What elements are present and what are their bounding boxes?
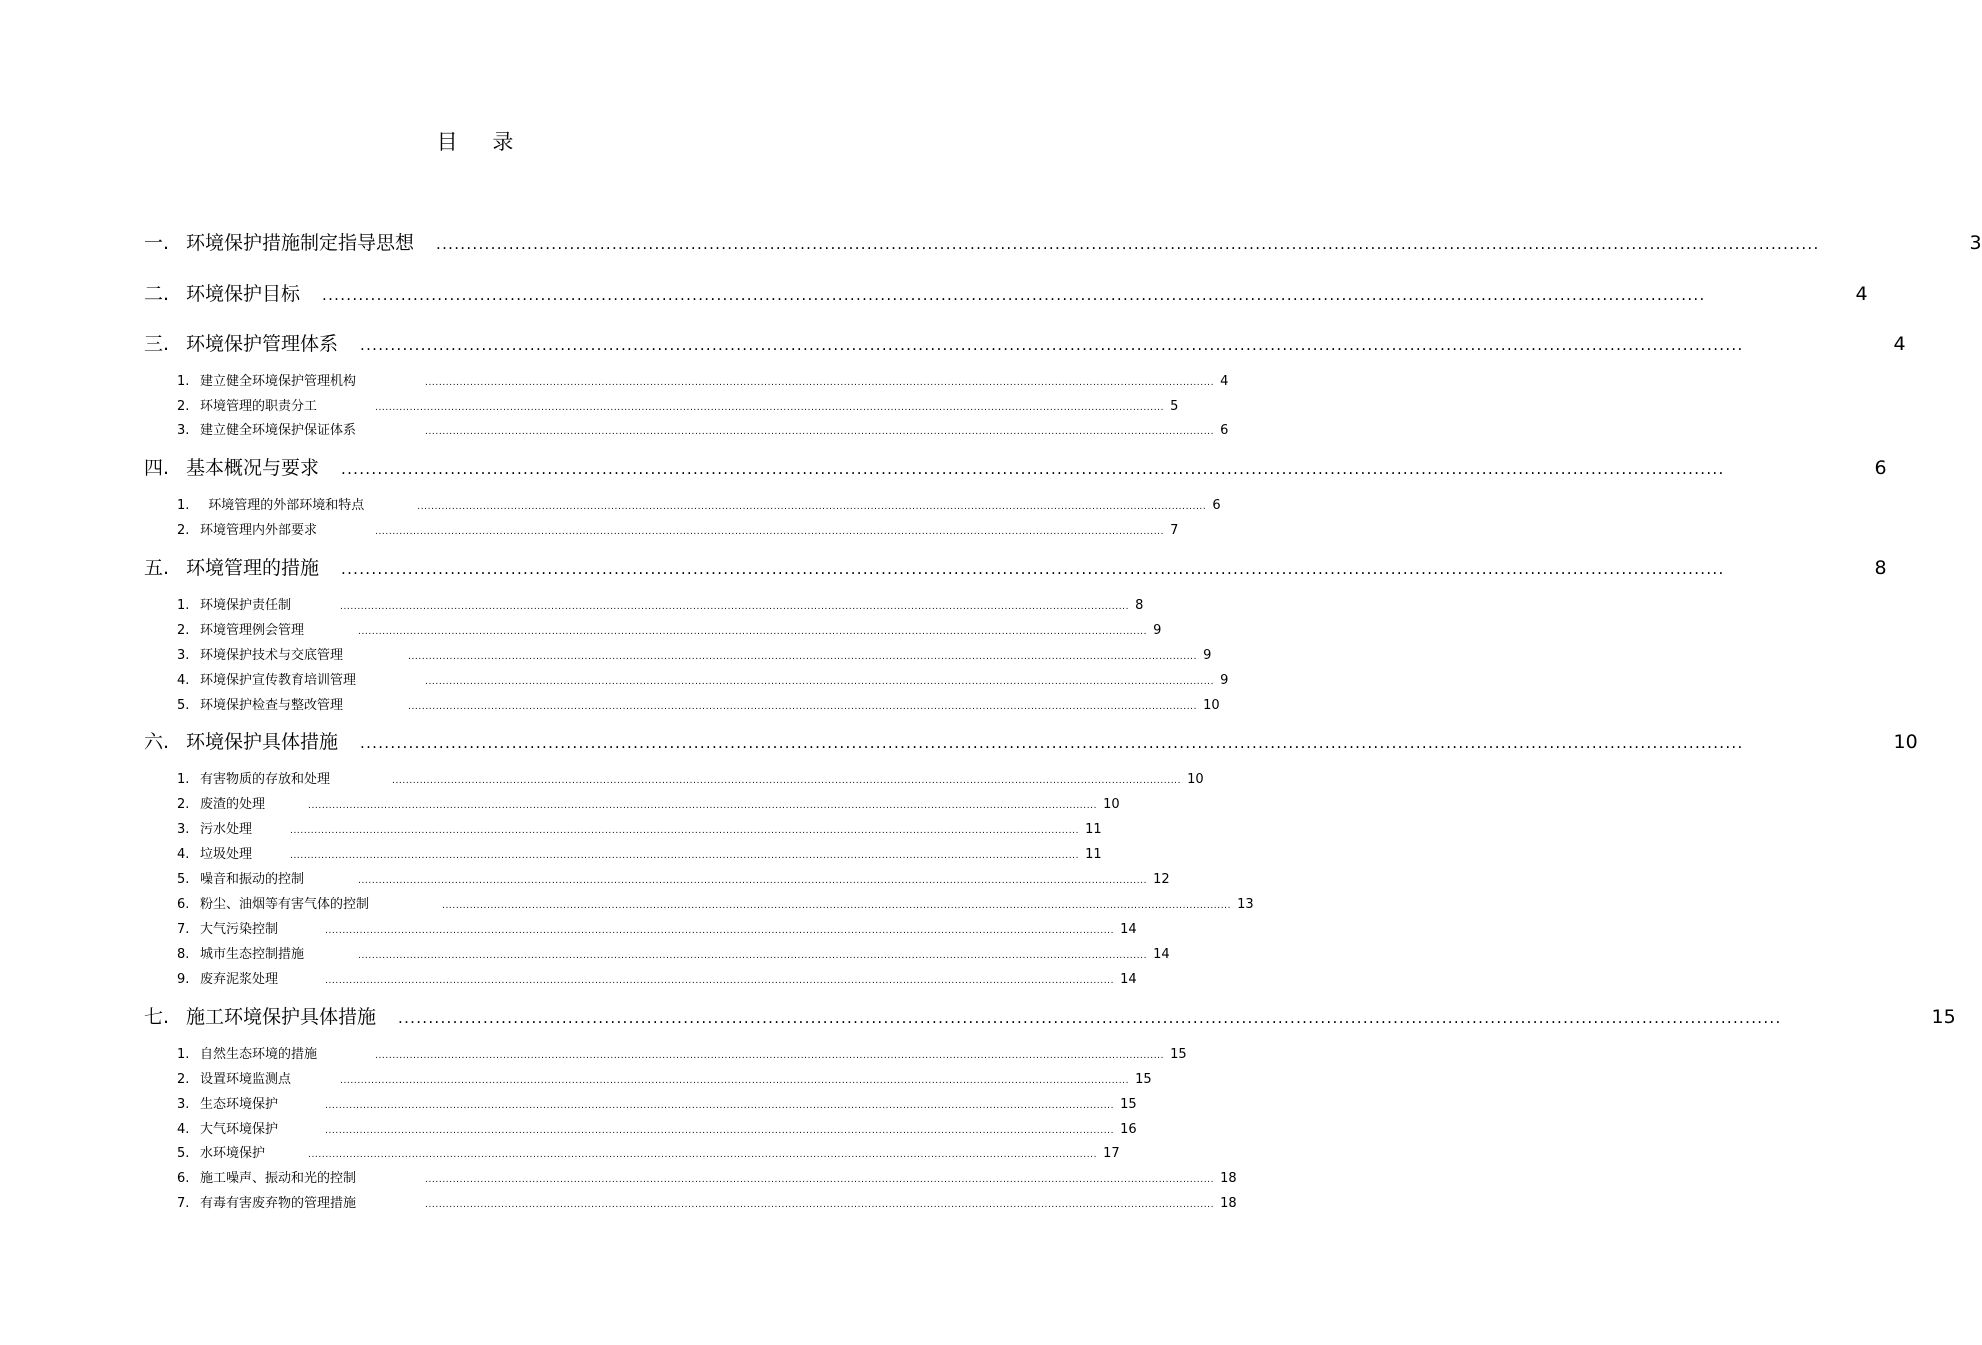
toc-entry-title: 水环境保护 (200, 1146, 266, 1161)
toc-dot-leader: .................................................................................................................................................................................................................................... (360, 734, 1744, 752)
toc-entry-title: 环境管理的外部环境和特点 (200, 498, 365, 513)
toc-entry-number: 8. (177, 947, 190, 962)
toc-section-entry[interactable] (177, 818, 1102, 838)
toc-dot-leader: .................................................................................................................................................................................................................................... (340, 1076, 1130, 1086)
toc-entry-number: 5. (177, 698, 190, 713)
toc-section-entry[interactable] (177, 793, 1120, 813)
toc-section-entry[interactable] (177, 594, 1144, 614)
toc-entry-title: 有害物质的存放和处理 (200, 772, 331, 787)
toc-page-number: 12 (1153, 872, 1170, 887)
toc-dot-leader: .................................................................................................................................................................................................................................... (425, 1175, 1215, 1185)
toc-entry-number: 4. (177, 673, 190, 688)
toc-dot-leader: .................................................................................................................................................................................................................................... (308, 801, 1098, 811)
toc-dot-leader: .................................................................................................................................................................................................................................... (408, 652, 1198, 662)
toc-entry-title: 环境管理内外部要求 (200, 523, 318, 538)
toc-section-entry[interactable] (177, 893, 1254, 913)
toc-entry-number: 3. (177, 1097, 190, 1112)
toc-entry-number: 9. (177, 972, 190, 987)
toc-section-entry[interactable] (177, 1167, 1237, 1187)
toc-entry-title: 施工环境保护具体措施 (186, 1006, 377, 1028)
toc-entry-title: 环境保护具体措施 (186, 731, 339, 753)
toc-section-entry[interactable] (177, 968, 1137, 988)
toc-entry-number: 7. (177, 922, 190, 937)
toc-dot-leader: .................................................................................................................................................................................................................................... (425, 1200, 1215, 1210)
toc-page-number: 17 (1103, 1146, 1120, 1161)
toc-section-entry[interactable] (177, 1192, 1237, 1212)
toc-entry-number: 2. (177, 797, 190, 812)
toc-page-number: 10 (1103, 797, 1120, 812)
toc-dot-leader: .................................................................................................................................................................................................................................... (325, 1101, 1115, 1111)
toc-entry-title: 环境管理的措施 (186, 557, 320, 579)
toc-entry-title: 城市生态控制措施 (200, 947, 305, 962)
toc-dot-leader: .................................................................................................................................................................................................................................... (375, 403, 1165, 413)
toc-chapter-entry[interactable] (144, 453, 1887, 483)
toc-entry-title: 废弃泥浆处理 (200, 972, 279, 987)
toc-section-entry[interactable] (177, 868, 1170, 888)
toc-page-number: 4 (1855, 283, 1868, 305)
toc-page-number: 14 (1153, 947, 1170, 962)
toc-dot-leader: .................................................................................................................................................................................................................................... (375, 1051, 1165, 1061)
toc-section-entry[interactable] (177, 395, 1179, 415)
toc-entry-title: 环境保护措施制定指导思想 (186, 232, 415, 254)
toc-chapter-entry[interactable] (144, 727, 1918, 757)
toc-entry-number: 三. (144, 333, 170, 355)
toc-section-entry[interactable] (177, 1043, 1187, 1063)
toc-entry-title: 环境保护宣传教育培训管理 (200, 673, 357, 688)
toc-page-number: 4 (1893, 333, 1906, 355)
toc-page-number: 14 (1120, 922, 1137, 937)
toc-entry-title: 污水处理 (200, 822, 253, 837)
toc-entry-title: 建立健全环境保护保证体系 (200, 423, 357, 438)
toc-entry-number: 6. (177, 897, 190, 912)
toc-dot-leader: .................................................................................................................................................................................................................................... (358, 876, 1148, 886)
toc-entry-number: 3. (177, 648, 190, 663)
toc-page-number: 9 (1203, 648, 1212, 663)
toc-page-number: 5 (1170, 399, 1179, 414)
toc-dot-leader: .................................................................................................................................................................................................................................... (358, 951, 1148, 961)
toc-entry-title: 环境管理例会管理 (200, 623, 305, 638)
toc-section-entry[interactable] (177, 494, 1221, 514)
toc-page-number: 9 (1153, 623, 1162, 638)
toc-section-entry[interactable] (177, 619, 1162, 639)
toc-entry-title: 环境保护目标 (186, 283, 301, 305)
toc-entry-title: 环境保护管理体系 (186, 333, 339, 355)
toc-dot-leader: .................................................................................................................................................................................................................................... (398, 1009, 1782, 1027)
toc-dot-leader: .................................................................................................................................................................................................................................... (375, 527, 1165, 537)
toc-dot-leader: .................................................................................................................................................................................................................................... (341, 560, 1725, 578)
toc-page-number: 4 (1220, 374, 1229, 389)
toc-entry-number: 2. (177, 399, 190, 414)
toc-section-entry[interactable] (177, 694, 1220, 714)
toc-page-number: 10 (1187, 772, 1204, 787)
toc-entry-number: 5. (177, 1146, 190, 1161)
toc-entry-number: 4. (177, 847, 190, 862)
toc-entry-number: 4. (177, 1122, 190, 1137)
toc-page-number: 10 (1893, 731, 1918, 753)
toc-dot-leader: .................................................................................................................................................................................................................................... (436, 235, 1820, 253)
toc-page-number: 14 (1120, 972, 1137, 987)
toc-section-entry[interactable] (177, 419, 1229, 439)
toc-entry-title: 废渣的处理 (200, 797, 266, 812)
toc-dot-leader: .................................................................................................................................................................................................................................... (408, 702, 1198, 712)
toc-section-entry[interactable] (177, 768, 1204, 788)
toc-chapter-entry[interactable] (144, 329, 1906, 359)
toc-entry-title: 环境管理的职责分工 (200, 399, 318, 414)
toc-page-number: 6 (1220, 423, 1229, 438)
toc-section-entry[interactable] (177, 1142, 1120, 1162)
toc-dot-leader: .................................................................................................................................................................................................................................... (358, 627, 1148, 637)
toc-dot-leader: .................................................................................................................................................................................................................................... (290, 826, 1080, 836)
toc-dot-leader: .................................................................................................................................................................................................................................... (417, 502, 1207, 512)
toc-page-number: 11 (1085, 847, 1102, 862)
toc-page-number: 6 (1212, 498, 1221, 513)
toc-entry-number: 1. (177, 498, 190, 513)
toc-dot-leader: .................................................................................................................................................................................................................................... (392, 776, 1182, 786)
toc-section-entry[interactable] (177, 918, 1137, 938)
toc-dot-leader: .................................................................................................................................................................................................................................... (360, 336, 1744, 354)
toc-entry-title: 基本概况与要求 (186, 457, 320, 479)
toc-page-number: 15 (1931, 1006, 1956, 1028)
toc-chapter-entry[interactable] (144, 228, 1982, 258)
toc-section-entry[interactable] (177, 943, 1170, 963)
toc-entry-title: 大气污染控制 (200, 922, 279, 937)
toc-chapter-entry[interactable] (144, 553, 1887, 583)
toc-entry-title: 建立健全环境保护管理机构 (200, 374, 357, 389)
toc-section-entry[interactable] (177, 1093, 1137, 1113)
toc-page-number: 10 (1203, 698, 1220, 713)
toc-entry-title: 自然生态环境的措施 (200, 1047, 318, 1062)
toc-entry-number: 2. (177, 623, 190, 638)
toc-page-number: 15 (1120, 1097, 1137, 1112)
toc-dot-leader: .................................................................................................................................................................................................................................... (322, 286, 1706, 304)
toc-section-entry[interactable] (177, 1118, 1137, 1138)
toc-chapter-entry[interactable] (144, 1002, 1956, 1032)
toc-entry-number: 六. (144, 731, 170, 753)
toc-page-number: 3 (1969, 232, 1982, 254)
toc-page-number: 15 (1170, 1047, 1187, 1062)
toc-dot-leader: .................................................................................................................................................................................................................................... (325, 976, 1115, 986)
toc-entry-title: 环境保护责任制 (200, 598, 292, 613)
toc-chapter-entry[interactable] (144, 279, 1868, 309)
toc-page-number: 11 (1085, 822, 1102, 837)
toc-section-entry[interactable] (177, 519, 1179, 539)
toc-page-number: 18 (1220, 1171, 1237, 1186)
toc-entry-number: 五. (144, 557, 170, 579)
toc-entry-title: 环境保护技术与交底管理 (200, 648, 344, 663)
toc-entry-number: 二. (144, 283, 170, 305)
toc-section-entry[interactable] (177, 669, 1229, 689)
toc-dot-leader: .................................................................................................................................................................................................................................... (341, 460, 1725, 478)
toc-entry-number: 1. (177, 1047, 190, 1062)
toc-entry-title: 生态环境保护 (200, 1097, 279, 1112)
toc-page-number: 8 (1135, 598, 1144, 613)
toc-page-number: 9 (1220, 673, 1229, 688)
toc-entry-number: 5. (177, 872, 190, 887)
toc-dot-leader: .................................................................................................................................................................................................................................... (425, 677, 1215, 687)
toc-entry-number: 四. (144, 457, 170, 479)
toc-entry-number: 2. (177, 1072, 190, 1087)
toc-entry-title: 垃圾处理 (200, 847, 253, 862)
toc-entry-title: 设置环境监测点 (200, 1072, 292, 1087)
toc-section-entry[interactable] (177, 370, 1229, 390)
toc-dot-leader: .................................................................................................................................................................................................................................... (425, 378, 1215, 388)
toc-dot-leader: .................................................................................................................................................................................................................................... (425, 427, 1215, 437)
toc-dot-leader: .................................................................................................................................................................................................................................... (325, 1126, 1115, 1136)
toc-entry-number: 一. (144, 232, 170, 254)
toc-page-number: 6 (1874, 457, 1887, 479)
toc-entry-number: 6. (177, 1171, 190, 1186)
page-title: 目 录 (436, 130, 528, 154)
toc-dot-leader: .................................................................................................................................................................................................................................... (290, 851, 1080, 861)
toc-section-entry[interactable] (177, 644, 1212, 664)
toc-dot-leader: .................................................................................................................................................................................................................................... (325, 926, 1115, 936)
toc-entry-number: 2. (177, 523, 190, 538)
toc-section-entry[interactable] (177, 1068, 1152, 1088)
toc-page-number: 15 (1135, 1072, 1152, 1087)
toc-page-number: 16 (1120, 1122, 1137, 1137)
toc-entry-title: 有毒有害废弃物的管理措施 (200, 1196, 357, 1211)
toc-entry-number: 7. (177, 1196, 190, 1211)
toc-entry-title: 施工噪声、振动和光的控制 (200, 1171, 357, 1186)
toc-section-entry[interactable] (177, 843, 1102, 863)
toc-entry-number: 七. (144, 1006, 170, 1028)
toc-entry-number: 1. (177, 374, 190, 389)
toc-entry-title: 大气环境保护 (200, 1122, 279, 1137)
toc-entry-number: 3. (177, 423, 190, 438)
toc-entry-number: 1. (177, 598, 190, 613)
toc-page-number: 18 (1220, 1196, 1237, 1211)
toc-page-number: 8 (1874, 557, 1887, 579)
toc-entry-title: 噪音和振动的控制 (200, 872, 305, 887)
toc-page-number: 13 (1237, 897, 1254, 912)
toc-page-number: 7 (1170, 523, 1179, 538)
toc-entry-title: 环境保护检查与整改管理 (200, 698, 344, 713)
toc-dot-leader: .................................................................................................................................................................................................................................... (308, 1150, 1098, 1160)
toc-entry-number: 3. (177, 822, 190, 837)
toc-entry-title: 粉尘、油烟等有害气体的控制 (200, 897, 370, 912)
toc-dot-leader: .................................................................................................................................................................................................................................... (340, 602, 1130, 612)
toc-dot-leader: .................................................................................................................................................................................................................................... (442, 901, 1232, 911)
toc-entry-number: 1. (177, 772, 190, 787)
